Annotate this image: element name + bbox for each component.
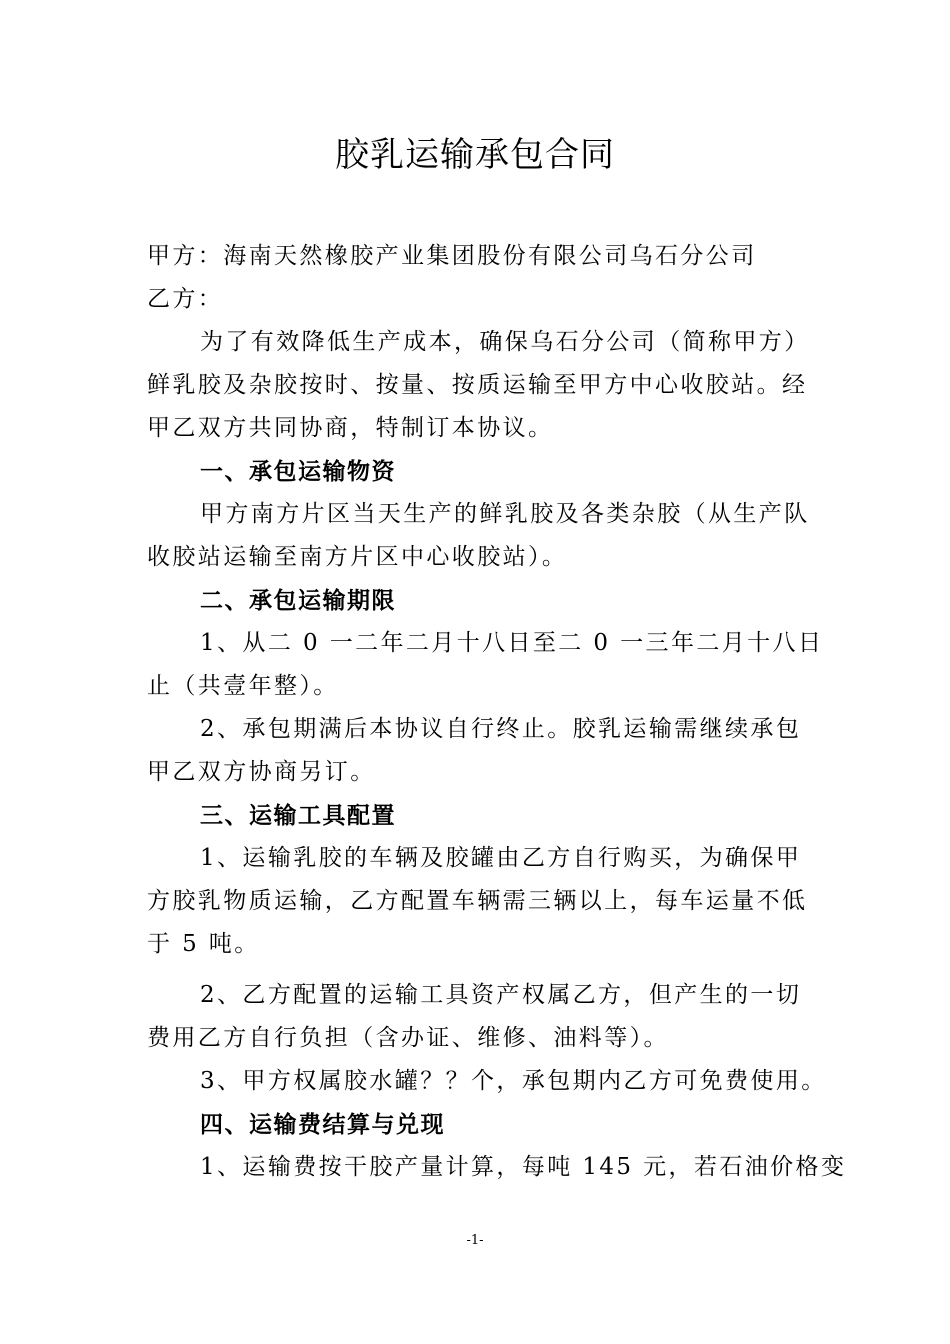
- paragraph-line: 鲜乳胶及杂胶按时、按量、按质运输至甲方中心收胶站。经: [147, 372, 808, 398]
- section-heading: 三、运输工具配置: [200, 802, 396, 829]
- paragraph-line: 3、甲方权属胶水罐？？个，承包期内乙方可免费使用。: [200, 1068, 827, 1094]
- section-heading: 一、承包运输物资: [200, 458, 396, 485]
- party-b-line: 乙方：: [147, 286, 224, 312]
- page-number: -1-: [466, 1233, 484, 1248]
- paragraph-line: 2、乙方配置的运输工具资产权属乙方，但产生的一切: [200, 982, 802, 1008]
- paragraph-line: 甲乙双方共同协商，特制订本协议。: [147, 415, 554, 441]
- section-heading: 二、承包运输期限: [200, 587, 396, 614]
- paragraph-line: 收胶站运输至南方片区中心收胶站）。: [147, 544, 568, 570]
- paragraph-line: 甲方南方片区当天生产的鲜乳胶及各类杂胶（从生产队: [200, 501, 810, 527]
- paragraph-line: 为了有效降低生产成本，确保乌石分公司（简称甲方）: [200, 329, 810, 355]
- paragraph-line: 甲乙双方协商另订。: [147, 759, 376, 785]
- paragraph-line: 费用乙方自行负担（含办证、维修、油料等）。: [147, 1025, 669, 1051]
- section-heading: 四、运输费结算与兑现: [200, 1111, 445, 1138]
- document-title: 胶乳运输承包合同: [335, 135, 615, 175]
- paragraph-line: 止（共壹年整）。: [147, 673, 339, 699]
- paragraph-line: 于 5 吨。: [147, 931, 260, 957]
- paragraph-line: 2、承包期满后本协议自行终止。胶乳运输需继续承包: [200, 716, 802, 742]
- document-body: [147, 235, 847, 1189]
- party-a-line: 甲方：海南天然橡胶产业集团股份有限公司乌石分公司: [147, 243, 757, 269]
- paragraph-line: 方胶乳物质运输，乙方配置车辆需三辆以上，每车运量不低: [147, 888, 808, 914]
- paragraph-line: 1、从二 0 一二年二月十八日至二 0 一三年二月十八日: [200, 630, 824, 656]
- paragraph-line: 1、运输乳胶的车辆及胶罐由乙方自行购买，为确保甲: [200, 845, 802, 871]
- paragraph-line: 1、运输费按干胶产量计算，每吨 145 元，若石油价格变: [200, 1154, 847, 1180]
